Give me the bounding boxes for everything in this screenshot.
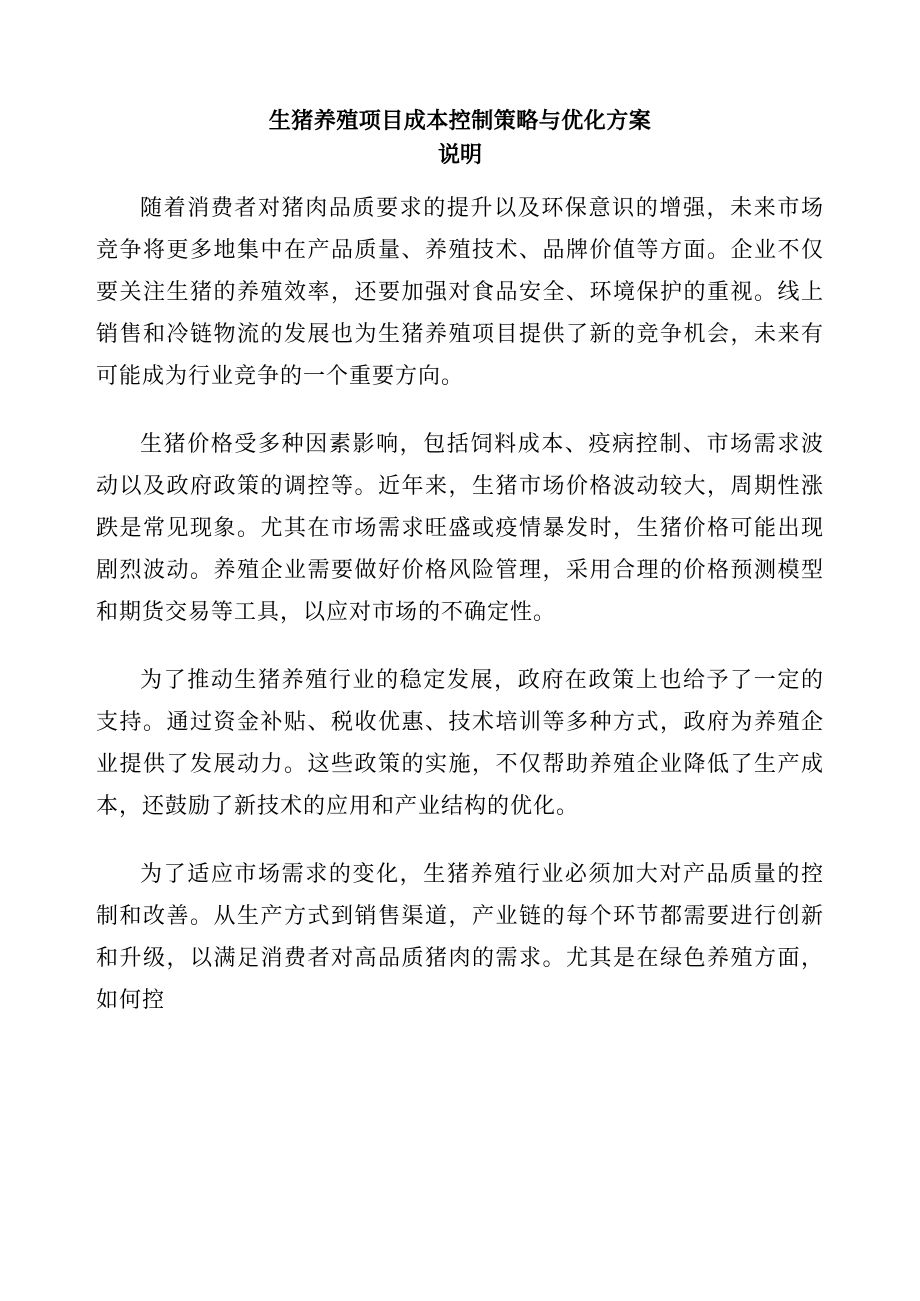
- document-subtitle: 说明: [437, 142, 482, 168]
- paragraph-quality-control: 为了适应市场需求的变化，生猪养殖行业必须加大对产品质量的控制和改善。从生产方式到销售渠道，产业链的每个环节都需要进行创新和升级，以满足消费者对高品质猪肉的需求。尤其是在绿色养殖方面，如何控: [96, 862, 824, 1013]
- paragraph-price-factors: 生猪价格受多种因素影响，包括饲料成本、疫病控制、市场需求波动以及政府政策的调控等。近年来，生猪市场价格波动较大，周期性涨跌是常见现象。尤其在市场需求旺盛或疫情暴发时，生猪价格可能出现剧烈波动。养殖企业需要做好价格风险管理，采用合理的价格预测模型和期货交易等工具，以应对市场的不确定性。: [96, 432, 824, 625]
- document-title: 生猪养殖项目成本控制策略与优化方案: [268, 108, 652, 134]
- paragraph-government-support: 为了推动生猪养殖行业的稳定发展，政府在政策上也给予了一定的支持。通过资金补贴、税收优惠、技术培训等多种方式，政府为养殖企业提供了发展动力。这些政策的实施，不仅帮助养殖企业降低了生产成本，还鼓励了新技术的应用和产业结构的优化。: [96, 668, 824, 819]
- document-body: [96, 188, 824, 1022]
- paragraph-market-competition: 随着消费者对猪肉品质要求的提升以及环保意识的增强，未来市场竞争将更多地集中在产品质量、养殖技术、品牌价值等方面。企业不仅要关注生猪的养殖效率，还要加强对食品安全、环境保护的重视。线上销售和冷链物流的发展也为生猪养殖项目提供了新的竞争机会，未来有可能成为行业竞争的一个重要方向。: [96, 196, 824, 389]
